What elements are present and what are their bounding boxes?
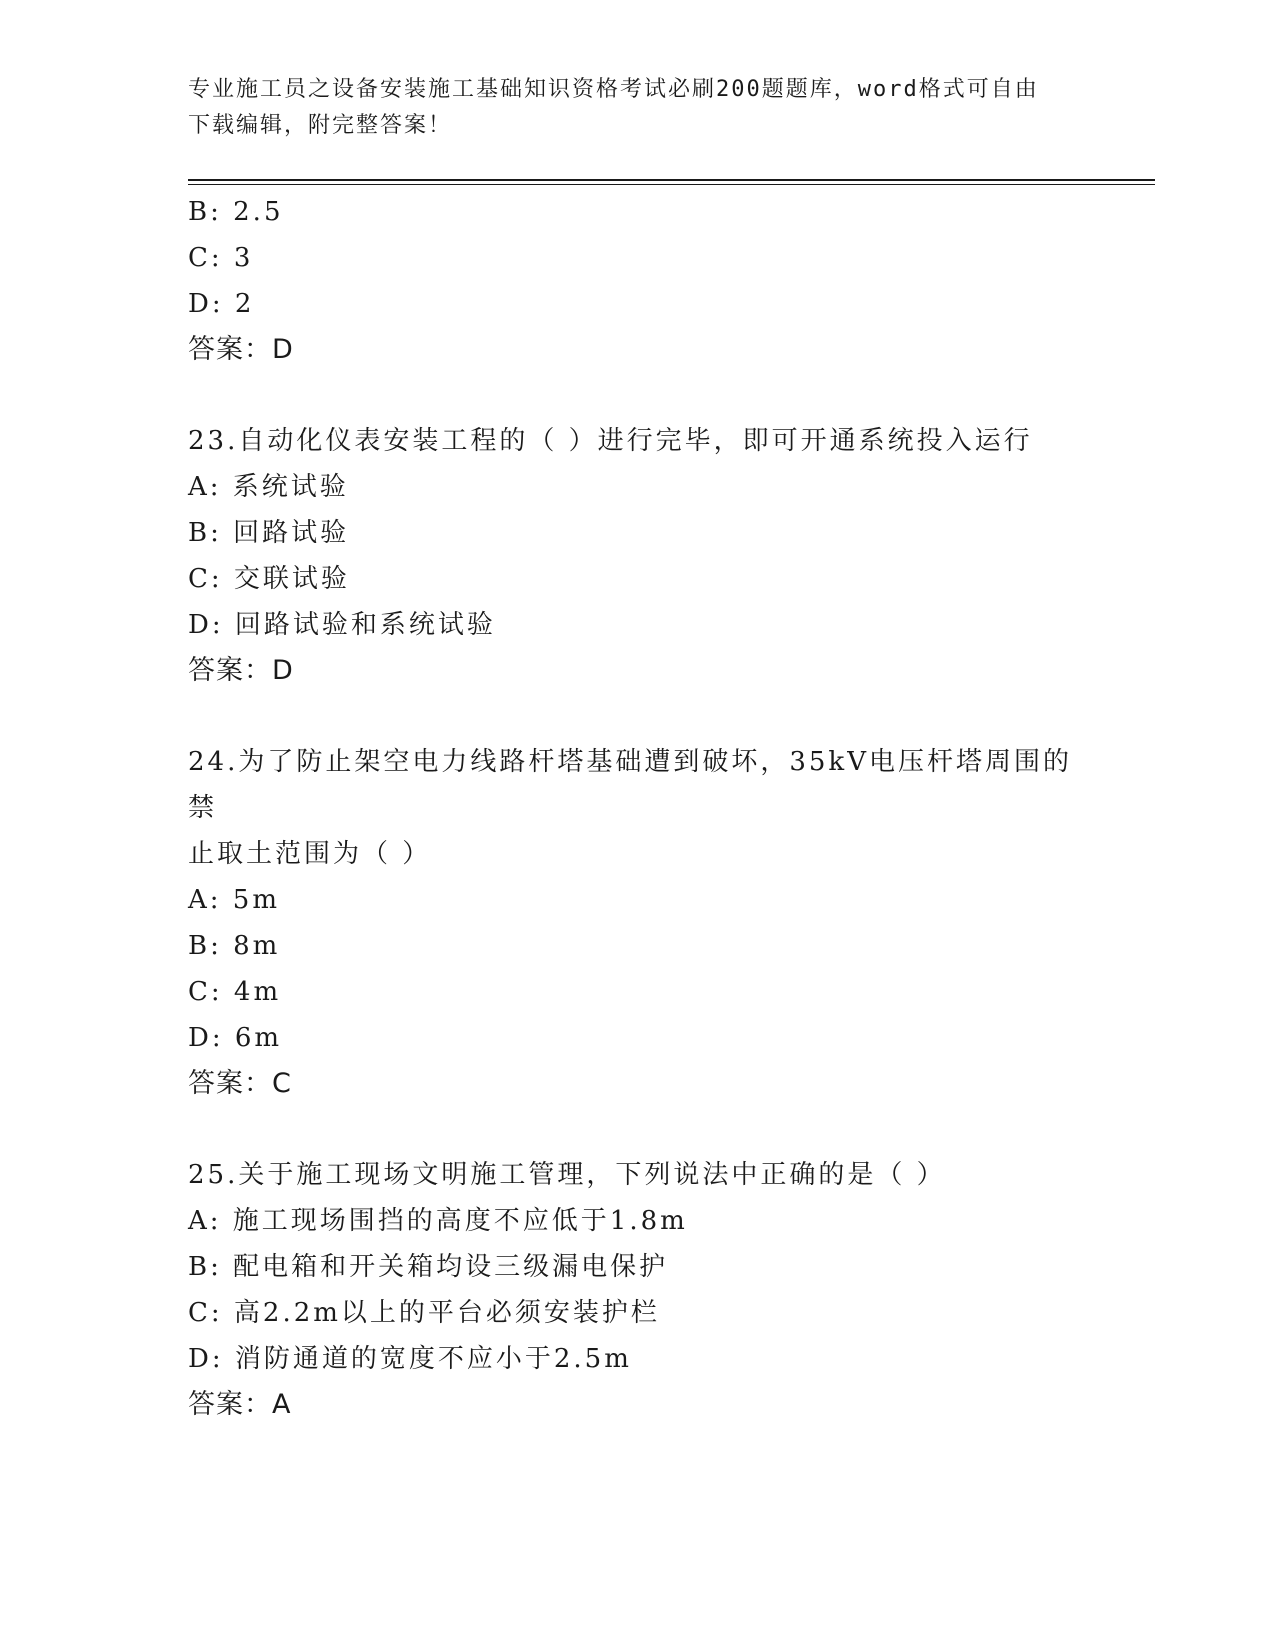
option-a: A: 系统试验 (188, 472, 349, 502)
answer-label: 答案：A (188, 1389, 292, 1420)
question-stem-line-1: 24.为了防止架空电力线路杆塔基础遭到破坏，35kV电压杆塔周围的禁 (188, 747, 1072, 823)
option-d: D: 6m (188, 1023, 283, 1053)
option-c: C: 3 (188, 243, 254, 273)
header-line-2: 下载编辑，附完整答案！ (188, 113, 453, 138)
option-d: D: 回路试验和系统试验 (188, 610, 496, 640)
option-d: D: 消防通道的宽度不应小于2.5m (188, 1344, 632, 1374)
answer-label: 答案：C (188, 1068, 292, 1099)
option-c: C: 4m (188, 977, 282, 1007)
header-divider-thin (188, 184, 1155, 185)
option-b: B: 8m (188, 931, 281, 961)
question-stem-line-2: 止取土范围为（ ） (188, 839, 432, 869)
question-stem: 23.自动化仪表安装工程的（ ）进行完毕，即可开通系统投入运行 (188, 426, 1033, 456)
question-24 (188, 739, 1088, 1107)
header-divider-thick (188, 179, 1155, 181)
question-stem: 25.关于施工现场文明施工管理，下列说法中正确的是（ ） (188, 1160, 946, 1190)
option-c: C: 高2.2m以上的平台必须安装护栏 (188, 1298, 660, 1328)
option-b: B: 2.5 (188, 197, 284, 227)
option-a: A: 施工现场围挡的高度不应低于1.8m (188, 1206, 688, 1236)
option-d: D: 2 (188, 289, 255, 319)
answer-label: 答案：D (188, 334, 294, 365)
question-list (188, 189, 1088, 1428)
answer-label: 答案：D (188, 655, 294, 686)
question-25 (188, 1152, 1088, 1428)
option-b: B: 回路试验 (188, 518, 350, 548)
question-22-tail (188, 189, 1088, 373)
header-line-1: 专业施工员之设备安装施工基础知识资格考试必刷200题题库，word格式可自由 (188, 77, 1039, 102)
option-c: C: 交联试验 (188, 564, 350, 594)
option-b: B: 配电箱和开关箱均设三级漏电保护 (188, 1252, 669, 1282)
question-23 (188, 418, 1088, 694)
document-header (188, 72, 1068, 144)
option-a: A: 5m (188, 885, 280, 915)
